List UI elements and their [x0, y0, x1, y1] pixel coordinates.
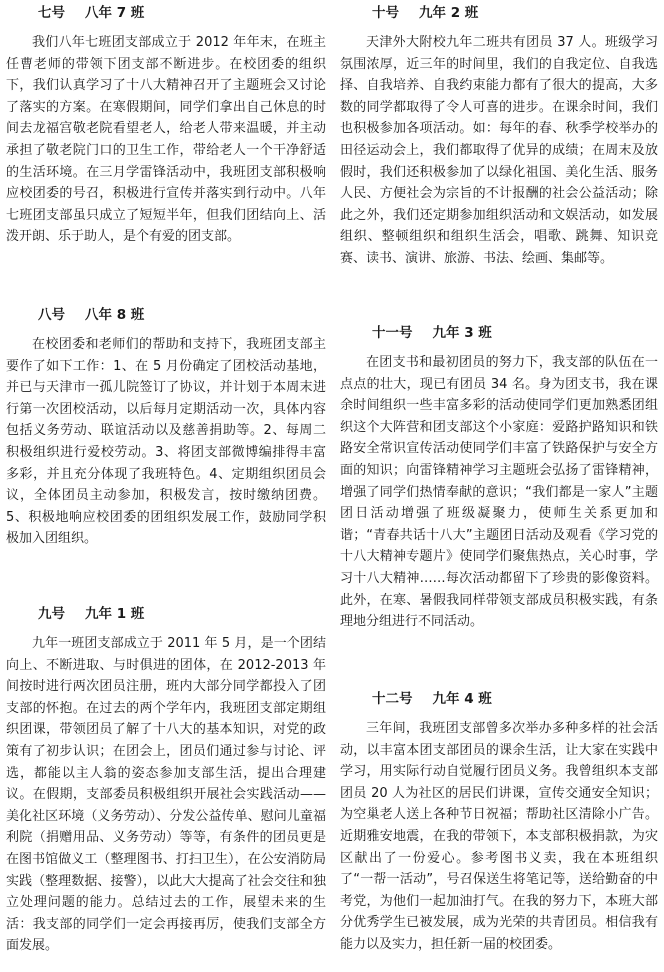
entry-10	[340, 4, 658, 270]
entry-number: 十二号	[372, 691, 413, 707]
entry-heading	[6, 605, 326, 623]
entry-8	[6, 306, 326, 550]
entry-body: 在团支书和最初团员的努力下，我支部的队伍在一点点的壮大，现已有团员 34 名。身为团支书，我在课余时间组织一些丰富多彩的活动使同学们更加熟悉团组织这个大阵营和团支部这个小家庭：爱路护路知识和铁路安全常识宣传活动使同学们丰富了铁路保护与安全方面的知识；向雷锋精神学习主题班会弘扬了雷锋精神，增强了同学们热情奉献的意识；“我们都是一家人”主题团日活动增强了班级凝聚力，使师生关系更加和谐；“青春共话十八大”主题团日活动及观看《学习党的十八大精神专题片》使同学们聚焦热点，关心时事，学习十八大精神……每次活动都留下了珍贵的影像资料。此外，在寒、暑假我同样带领支部成员积极实践，有条理地分组进行不同活动。	[340, 355, 658, 630]
entry-number: 十号	[372, 5, 399, 21]
entry-number: 十一号	[372, 325, 413, 341]
entry-number: 九号	[38, 606, 65, 622]
entry-number: 七号	[38, 5, 65, 21]
entry-class: 九年 4 班	[432, 691, 492, 707]
entry-heading	[6, 306, 326, 324]
entry-heading	[340, 4, 658, 22]
entry-heading	[340, 324, 658, 342]
entry-heading	[340, 690, 658, 708]
entry-12	[340, 690, 658, 956]
entry-class: 九年 1 班	[85, 606, 145, 622]
entry-body: 在校团委和老师们的帮助和支持下，我班团支部主要作了如下工作：1、在 5 月份确定了团校活动基地，并已与天津市一孤儿院签订了协议，并计划于本周末进行第一次团校活动，以后每月定期活动一次，具体内容包括义务劳动、联谊活动以及慈善捐助等。2、每周二积极组织进行爱校劳动。3、将团支部微博编排得丰富多彩，并且充分体现了我班特色。4、定期组织团员会议，全体团员主动参加，积极发言，按时缴纳团费。5、积极地响应校团委的团组织发展工作，鼓励同学积极加入团组织。	[6, 337, 326, 547]
entry-11	[340, 324, 658, 633]
entry-class: 八年 8 班	[85, 307, 145, 323]
entry-body: 天津外大附校九年二班共有团员 37 人。班级学习氛围浓厚，近三年的时间里，我们的自我定位、自我选择、自我培养、自我约束能力都有了很大的提高，大多数的同学都取得了令人可喜的进步。在课余时间，我们也积极参加各项活动。如：每年的春、秋季学校举办的田径运动会上，我们都取得了优异的成绩；在周末及放假时，我们还积极参加了以绿化祖国、美化生活、服务人民、方便社会为宗旨的不计报酬的社会公益活动；除此之外，我们还定期参加组织活动和文娱活动，如发展组织、整顿组织和组织生活会，唱歌、跳舞、知识竞赛、读书、演讲、旅游、书法、绘画、集邮等。	[340, 35, 658, 266]
entry-body: 我们八年七班团支部成立于 2012 年年末，在班主任曹老师的带领下团支部不断进步。在校团委的组织下，我们认真学习了十八大精神召开了主题班会又讨论了落实的方案。在寒假期间，同学们拿出自己休息的时间去龙福宫敬老院看望老人，给老人带来温暖，并主动承担了敬老院门口的卫生工作，带给老人一个干净舒适的生活环境。在三月学雷锋活动中，我班团支部积极响应校团委的号召，积极进行宣传并落实到行动中。八年七班团支部虽只成立了短短半年，但我们团结向上、活泼开朗、乐于助人，是个有爱的团支部。	[6, 35, 326, 245]
entry-number: 八号	[38, 307, 65, 323]
entry-heading	[6, 4, 326, 22]
entry-body: 三年间，我班团支部曾多次举办多种多样的社会活动，以丰富本团支部团员的课余生活，让大家在实践中学习，用实际行动自觉履行团员义务。我曾组织本支部团员 20 人为社区的居民们讲课，宣传交通安全知识；为空巢老人送上各种节日祝福；帮助社区清除小广告。近期雅安地震，在我的带领下，本支部积极捐款，为灾区献出了一份爱心。参考图书义卖，我在本班组织了“一帮一活动”，号召保送生将笔记等，送给勤奋的中考党，为他们一起加油打气。在我的努力下，本班大部分优秀学生已被发展，成为光荣的共青团员。相信我有能力以及实力，担任新一届的校团委。	[340, 721, 658, 952]
entry-class: 八年 7 班	[85, 5, 145, 21]
entry-class: 九年 3 班	[432, 325, 492, 341]
entry-7	[6, 4, 326, 248]
entry-class: 九年 2 班	[419, 5, 479, 21]
entry-9	[6, 605, 326, 957]
entry-body: 九年一班团支部成立于 2011 年 5 月，是一个团结向上、不断进取、与时俱进的团体，在 2012-2013 年间按时进行两次团员注册，班内大部分同学都投入了团支部的怀抱。在过去的两个学年内，我班团支部定期组织团课，带领团员了解了十八大的基本知识，对党的政策有了初步认识；在团会上，团员们通过参与讨论、评选，都能以主人翁的姿态参加支部生活，提出合理建议。在假期，支部委员积极组织开展社会实践活动——美化社区环境（义务劳动）、分发公益传单、慰问儿童福利院（捐赠用品、义务劳动）等等，有条件的团员更是在图书馆做义工（整理图书、打扫卫生），在公安消防局实践（整理数据、接警），以此大大提高了社会交往和独立处理问题的能力。总结过去的工作，展望未来的生活：我支部的同学们一定会再接再厉，使我们支部全方面发展。	[6, 636, 326, 954]
